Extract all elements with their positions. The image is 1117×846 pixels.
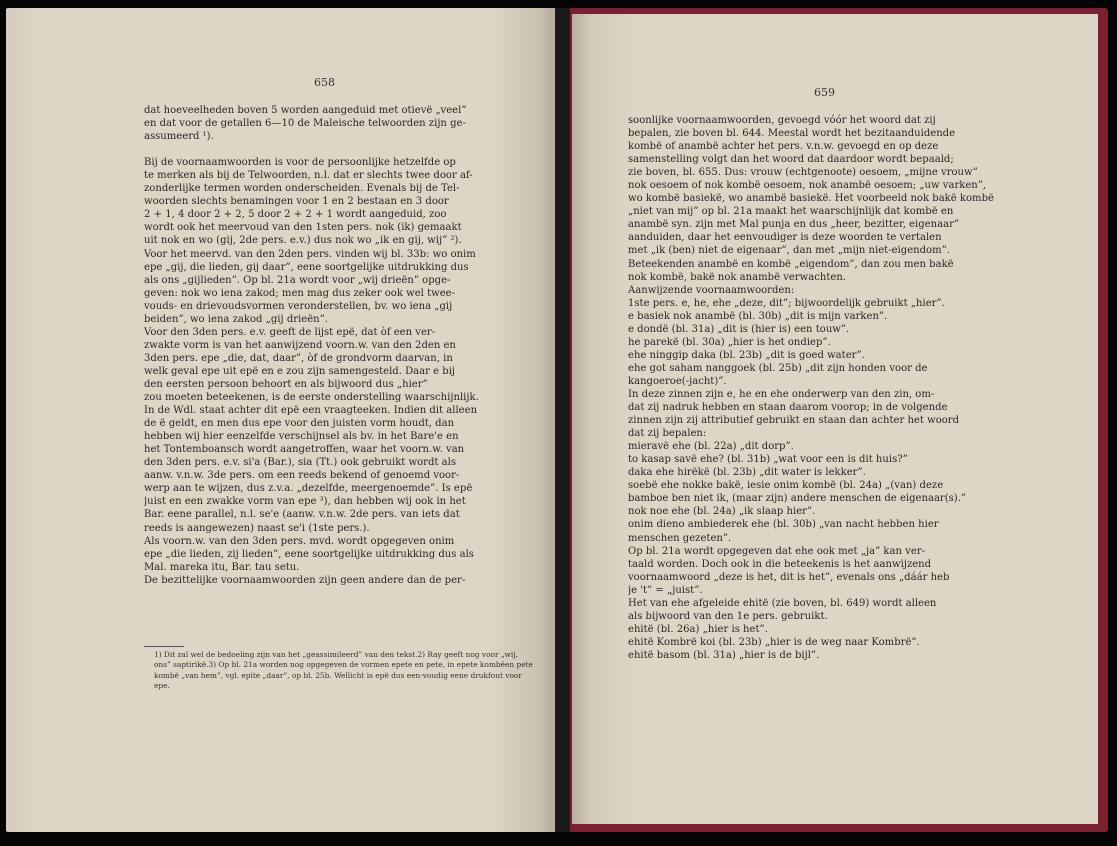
text-line: Bij de voornaamwoorden is voor de persoonlijke hetzelfde op [144, 157, 456, 169]
text-line: menschen gezeten”. [628, 532, 732, 544]
text-line: 3den pers. epe „die, dat, daar”, òf de grondvorm daarvan, in [144, 352, 453, 364]
text-line: epe „gij, die lieden, gij daar”, eene soortgelijke uitdrukking dus [144, 261, 469, 273]
text-line: als bijwoord van den 1e pers. gebruikt. [628, 610, 828, 622]
text-line: ehitë (bl. 26a) „hier is het”. [628, 623, 768, 635]
text-line: en dat voor de getallen 6—10 de Maleische telwoorden zijn ge- [144, 118, 466, 130]
text-line: taald worden. Doch ook in die beteekenis is het aanwijzend [628, 558, 932, 570]
text-line: ehitë Kombrë koi (bl. 23b) „hier is de weg naar Kombrë”. [628, 636, 920, 648]
right-body-text [628, 114, 1048, 662]
text-line: reeds is aangewezen) naast se'i (1ste pers.). [144, 522, 370, 534]
text-line: „niet van mij” op bl. 21a maakt het waarschijnlijk dat kombë en [628, 206, 954, 218]
text-line: 2) Ray geeft nog voor „wij, ons” saptirikë. [154, 650, 518, 670]
text-line: nok kombë, bakë nok anambë verwachten. [628, 271, 846, 283]
text-line: nok oesoem of nok kombë oesoem, nok anambë oesoem; „uw varken”, [628, 180, 987, 192]
text-line: samenstelling volgt dan het woord dat daardoor wordt bepaald; [628, 154, 954, 166]
footnotes [154, 650, 534, 691]
text-line: het Tontemboansch wordt aangetroffen, waar het voorn.w. van [144, 444, 465, 456]
text-line: zinnen zijn zij attributief gebruikt en staan dan achter het woord [628, 415, 960, 427]
text-line: assumeerd ¹). [144, 131, 214, 143]
text-line: e basiek nok anambë (bl. 30b) „dit is mijn varken”. [628, 310, 888, 322]
text-line: Het van ehe afgeleide ehitë (zie boven, bl. 649) wordt alleen [628, 597, 937, 609]
text-line: dat zij nadruk hebben en staan daarom voorop; in de volgende [628, 402, 948, 414]
text-line: 1ste pers. e, he, ehe „deze, dit”; bijwoordelijk gebruikt „hier”. [628, 297, 945, 309]
text-line: anambë syn. zijn met Mal punja en dus „heer, bezitter, eigenaar” [628, 219, 960, 231]
text-line: soonlijke voornaamwoorden, gevoegd vóór het woord dat zij [628, 115, 936, 126]
text-line: zie boven, bl. 655. Dus: vrouw (echtgenoote) oesoem, „mijne vrouw” [628, 167, 978, 179]
text-line: aanw. v.n.w. 3de pers. om een reeds bekend of genoemd voor- [144, 470, 460, 482]
text-line: 2 + 1, 4 door 2 + 2, 5 door 2 + 2 + 1 wordt aangeduid, zoo [144, 209, 447, 221]
text-line: 1) Dit zal wel de bedoeling zijn van het „geassimileerd” van den tekst. [154, 650, 418, 659]
text-line: zonderlijke termen worden onderscheiden. Evenals bij de Tel- [144, 183, 460, 195]
text-line: bepalen, zie boven bl. 644. Meestal wordt het bezitaanduidende [628, 128, 956, 140]
text-line: zwakte vorm is van het aanwijzend voorn.w. van den 2den en [144, 339, 456, 351]
text-line: Aanwijzende voornaamwoorden: [628, 284, 795, 296]
text-line: den eersten persoon behoort en als bijwoord dus „hier” [144, 378, 428, 390]
text-line: voornaamwoord „deze is het, dit is het”, evenals ons „dáár heb [628, 571, 950, 583]
text-line: kangoeroe(-jacht)”. [628, 375, 727, 387]
text-line: te merken als bij de Telwoorden, n.l. dat er slechts twee door af- [144, 170, 473, 182]
right-page [570, 8, 1108, 832]
text-line: wordt ook het meervoud van den 1sten pers. nok (ik) gemaakt [144, 222, 462, 234]
text-line: In deze zinnen zijn e, he en ehe onderwerp van den zin, om- [628, 388, 935, 400]
text-line: ehe got saham nanggoek (bl. 25b) „dit zijn honden voor de [628, 362, 928, 374]
text-line: woorden slechts benamingen voor 1 en 2 bestaan en 3 door [144, 196, 449, 208]
text-line: to kasap savë ehe? (bl. 31b) „wat voor een is dit huis?” [628, 454, 908, 466]
text-line: hebben wij hier eenzelfde verschijnsel als bv. in het Bare'e en [144, 431, 459, 443]
text-line: uit nok en wo (gij, 2de pers. e.v.) dus nok wo „ik en gij, wij” ²). [144, 235, 462, 247]
text-line: daka ehe hirëkë (bl. 23b) „dit water is lekker”. [628, 467, 866, 479]
right-page-sheet [572, 14, 1098, 824]
text-line: voudig eene drukfout voor epe. [154, 670, 522, 690]
text-line: als ons „gijlieden”. Op bl. 21a wordt voor „wij drieën” opge- [144, 274, 451, 286]
text-line: bamboe ben niet ik, (maar zijn) andere menschen de eigenaar(s).” [628, 493, 967, 505]
text-line: welk geval epe uit epë en e zou zijn samengesteld. Daar e bij [144, 365, 456, 377]
left-body-text [144, 104, 536, 587]
text-line: dat hoeveelheden boven 5 worden aangeduid met otievë „veel” [144, 105, 467, 116]
text-line: onim dieno ambiederek ehe (bl. 30b) „van nacht hebben hier [628, 519, 939, 531]
text-line: Voor het meervd. van den 2den pers. vinden wij bl. 33b: wo onim [144, 248, 476, 260]
text-line: epe „die lieden, zij lieden”, eene soortgelijke uitdrukking dus als [144, 548, 474, 560]
text-line: de ë geldt, en men dus epe voor den juisten vorm houdt, dan [144, 418, 455, 430]
text-line: en pete kombë „van hem”, vgl. epite „daar”, op bl. 25b. Wellicht is epë dus een- [154, 660, 533, 680]
text-line: Mal. mareka itu, Bar. tau setu. [144, 561, 300, 573]
text-line: kombë of anambë achter het pers. v.n.w. gevoegd en op deze [628, 141, 939, 153]
text-line: vouds- en drievoudsvormen veronderstellen, bv. wo iena „gij [144, 300, 453, 312]
text-line: ehitë basom (bl. 31a) „hier is de bijl”. [628, 649, 820, 661]
text-line: e dondë (bl. 31a) „dit is (hier is) een touw”. [628, 323, 850, 335]
text-line: ehe ninggip daka (bl. 23b) „dit is goed water”. [628, 349, 865, 361]
text-line: soebë ehe nokke bakë, iesie onim kombë (bl. 24a) „(van) deze [628, 480, 944, 492]
book-gutter [555, 8, 570, 832]
text-line: Beteekenden anambë en kombë „eigendom”, dan zou men bakë [628, 258, 954, 270]
text-line: In de Wdl. staat achter dit epë een vraagteeken. Indien dit alleen [144, 405, 478, 417]
text-line: nok noe ehe (bl. 24a) „ik slaap hier”. [628, 506, 816, 518]
left-page [6, 8, 555, 832]
text-line: he parekë (bl. 30a) „hier is het ondiep”. [628, 336, 831, 348]
text-line: Voor den 3den pers. e.v. geeft de lijst epë, dat òf een ver- [144, 326, 436, 338]
page-number: 659 [814, 86, 835, 99]
text-line: je 't” = „juist”. [628, 584, 703, 596]
text-line: 3) Op bl. 21a worden nog opgegeven de vormen epete en pete, in epete kombë [208, 660, 505, 670]
text-line: De bezittelijke voornaamwoorden zijn geen andere dan de per- [144, 574, 466, 586]
text-line: met „ik (ben) niet de eigenaar”, dan met „mijn niet-eigendom”. [628, 245, 950, 257]
text-line: Bar. eene parallel, n.l. se'e (aanw. v.n.w. 2de pers. van iets dat [144, 509, 460, 521]
page-number: 658 [314, 76, 335, 89]
text-line: juist en een zwakke vorm van epe ³), dan hebben wij ook in het [144, 496, 466, 508]
text-line: den 3den pers. e.v. si'a (Bar.), sia (Tt.) ook gebruikt wordt als [144, 457, 456, 469]
text-line [144, 143, 536, 156]
footnote-rule [144, 646, 184, 647]
text-line: Als voorn.w. van den 3den pers. mvd. wordt opgegeven onim [144, 535, 455, 547]
text-line: zou moeten beteekenen, is de eerste onderstelling waarschijnlijk. [144, 392, 479, 404]
text-line: werp aan te wijzen, dus z.v.a. „dezelfde, meergenoemde”. Is epë [144, 483, 473, 495]
text-line: mieravë ehe (bl. 22a) „dit dorp”. [628, 441, 794, 453]
text-line: beiden”, wo iena zakod „gij drieën”. [144, 313, 328, 325]
text-line: geven: nok wo iena zakod; men mag dus zeker ook wel twee- [144, 287, 455, 299]
text-line: Op bl. 21a wordt opgegeven dat ehe ook met „ja” kan ver- [628, 545, 925, 557]
text-line: dat zij bepalen: [628, 428, 707, 440]
text-line: wo kombë basiekë, wo anambë basiekë. Het voorbeeld nok bakë kombë [628, 193, 994, 205]
text-line: aanduiden, daar het eenvoudiger is deze woorden te vertalen [628, 232, 942, 244]
